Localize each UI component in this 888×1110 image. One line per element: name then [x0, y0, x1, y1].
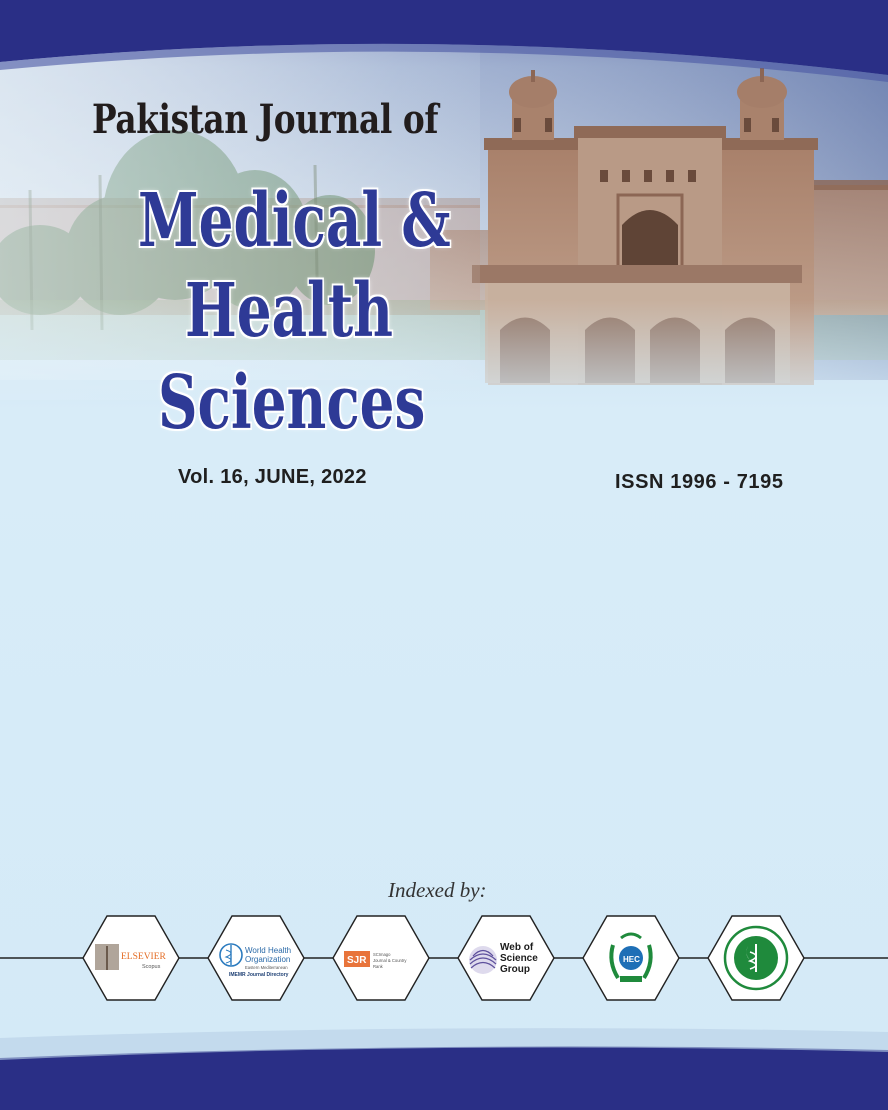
issn-number: ISSN 1996 - 7195	[615, 471, 784, 493]
rank-text: Rank	[373, 964, 383, 969]
sjr-logo	[333, 916, 429, 1000]
elsevier-logo	[83, 916, 179, 1000]
who-text-2: Organization	[245, 955, 291, 964]
elsevier-text: ELSEVIER	[121, 952, 166, 962]
wos-text-2: Science	[500, 953, 538, 964]
pmc-logo	[708, 916, 804, 1000]
index-logos-row	[0, 908, 888, 1008]
svg-text:HEC: HEC	[623, 955, 640, 964]
imemr-text: IMEMR Journal Directory	[229, 972, 289, 978]
journal-prefix: Pakistan Journal of	[92, 96, 439, 143]
sjr-text: SJR	[347, 955, 367, 966]
who-region-text: Eastern Mediterranean	[245, 965, 288, 970]
who-logo	[208, 916, 304, 1000]
hec-logo	[583, 916, 679, 1000]
wos-text-1: Web of	[500, 942, 534, 953]
web-of-science-logo	[458, 916, 554, 1000]
indexed-by-label: Indexed by:	[388, 878, 487, 902]
globe-lines-icon	[469, 946, 497, 974]
title-sciences: Sciences	[158, 360, 426, 446]
scopus-text: Scopus	[142, 964, 161, 970]
pmc-seal-icon	[725, 927, 787, 989]
wos-text-3: Group	[500, 964, 530, 975]
who-emblem-icon	[220, 944, 242, 966]
who-text-1: World Health	[245, 946, 292, 955]
elsevier-tree-icon	[95, 944, 119, 970]
scimago-text: SCImago	[373, 952, 391, 957]
title-health: Health	[185, 268, 393, 354]
volume-info: Vol. 16, JUNE, 2022	[178, 466, 367, 488]
title-medical: Medical &	[138, 178, 451, 264]
journal-country-text: Journal & Country	[373, 958, 407, 963]
